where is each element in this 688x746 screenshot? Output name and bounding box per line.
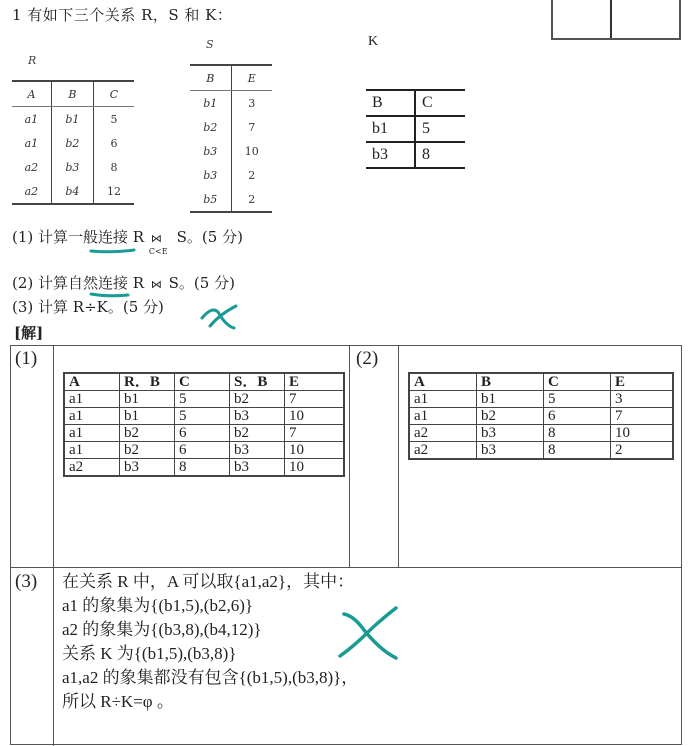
table-cell: 5 <box>93 107 134 132</box>
table-header-row <box>64 373 344 391</box>
table-row <box>190 91 272 116</box>
column-header: B <box>477 373 544 391</box>
relation-k-caption: K <box>368 34 379 49</box>
explanation-line: a2 的象集为{(b3,8),(b4,12)} <box>62 620 262 639</box>
table-row <box>409 408 673 425</box>
table-cell: 10 <box>231 139 272 163</box>
table-row <box>190 187 272 212</box>
table-cell: 6 <box>175 442 230 459</box>
column-header: R．B <box>120 373 175 391</box>
cross-mark-icon <box>334 604 406 664</box>
table-cell: b1 <box>120 391 175 408</box>
table-cell: b1 <box>120 408 175 425</box>
table-cell: b3 <box>203 168 218 182</box>
column-header: C <box>175 373 230 391</box>
table-cell: 6 <box>175 425 230 442</box>
table-cell: a1 <box>24 112 39 126</box>
table-cell: a2 <box>24 184 39 198</box>
table-cell: a1 <box>64 391 120 408</box>
explanation-line: 关系 K 为{(b1,5),(b3,8)} <box>62 644 237 663</box>
table-cell: a1 <box>64 442 120 459</box>
table-row <box>190 115 272 139</box>
division-explanation <box>62 570 358 714</box>
table-cell: 8 <box>544 425 611 442</box>
explanation-line: 所以 R÷K=φ 。 <box>62 692 174 711</box>
table-cell: b3 <box>120 459 175 477</box>
table-row <box>12 179 134 204</box>
table-cell: b3 <box>230 459 285 477</box>
table-cell: 12 <box>93 179 134 204</box>
table-row <box>12 155 134 179</box>
question-title: 1 有如下三个关系 R，S 和 K： <box>12 6 233 24</box>
column-header: E <box>231 65 272 91</box>
table-cell: 5 <box>175 391 230 408</box>
underline-mark-icon <box>88 246 138 256</box>
table-row <box>64 459 344 477</box>
table-row <box>409 442 673 460</box>
table-cell: b2 <box>230 425 285 442</box>
column-header: C <box>415 90 465 116</box>
table-cell: b1 <box>203 96 218 110</box>
table-row <box>190 139 272 163</box>
table-cell: 2 <box>611 442 674 460</box>
table-row <box>64 442 344 459</box>
table-cell: b3 <box>366 142 415 168</box>
table-cell: 8 <box>544 442 611 460</box>
part2-label: (2) <box>356 348 379 369</box>
table-header-row <box>12 81 134 107</box>
table-header-row <box>366 90 465 116</box>
table-cell: 8 <box>93 155 134 179</box>
explanation-line: 在关系 R 中，A 可以取{a1,a2}，其中： <box>62 572 355 591</box>
question-part-1: (1) 计算一般连接 R ⋈ C<E S。(5 分) <box>12 228 243 256</box>
table-cell: b5 <box>203 192 218 206</box>
column-header: B <box>190 65 231 91</box>
table-cell: b2 <box>230 391 285 408</box>
table-cell: b3 <box>51 155 93 179</box>
question-part-3: (3) 计算 R÷K。(5 分) <box>12 298 164 316</box>
table-cell: 10 <box>285 459 345 477</box>
table-cell: b3 <box>203 144 218 158</box>
column-header: E <box>611 373 674 391</box>
table-cell: 8 <box>175 459 230 477</box>
table-row <box>409 391 673 408</box>
table-cell: 8 <box>415 142 465 168</box>
table-cell: a2 <box>409 425 477 442</box>
table-cell: b2 <box>120 442 175 459</box>
join-operator: ⋈ <box>150 278 162 291</box>
table-cell: a1 <box>24 136 39 150</box>
table-row <box>409 425 673 442</box>
table-cell: a2 <box>409 442 477 460</box>
table-cell: 5 <box>415 116 465 142</box>
table-row <box>64 408 344 425</box>
table-cell: 3 <box>611 391 674 408</box>
table-cell: 7 <box>611 408 674 425</box>
relation-k-table <box>366 89 465 169</box>
table-cell: a1 <box>64 425 120 442</box>
relation-r-caption: R <box>28 54 37 67</box>
table-cell: 6 <box>544 408 611 425</box>
relation-s-caption: S <box>206 38 214 51</box>
table-cell: b4 <box>51 179 93 204</box>
table-cell: 7 <box>285 391 345 408</box>
table-header-row <box>190 65 272 91</box>
natural-join-result-table <box>408 372 674 460</box>
table-row <box>190 163 272 187</box>
table-cell: b2 <box>51 131 93 155</box>
table-row <box>12 131 134 155</box>
solution-label: [解] <box>14 324 44 342</box>
table-row <box>366 142 465 168</box>
table-cell: b3 <box>230 408 285 425</box>
table-cell: a2 <box>24 160 39 174</box>
general-join-result-table <box>63 372 345 477</box>
explanation-line: a1 的象集为{(b1,5),(b2,6)} <box>62 596 254 615</box>
table-row <box>64 391 344 408</box>
table-cell: a1 <box>64 408 120 425</box>
table-cell: 5 <box>175 408 230 425</box>
table-cell: b1 <box>477 391 544 408</box>
table-cell: 2 <box>231 163 272 187</box>
table-cell: b2 <box>203 120 218 134</box>
part3-label: (3) <box>15 571 38 592</box>
column-header: C <box>544 373 611 391</box>
table-cell: b3 <box>477 425 544 442</box>
table-cell: 10 <box>285 408 345 425</box>
table-cell: 7 <box>285 425 345 442</box>
underline-mark-icon <box>88 290 132 300</box>
table-cell: b2 <box>477 408 544 425</box>
table-cell: b2 <box>120 425 175 442</box>
column-header: C <box>93 81 134 107</box>
table-cell: b1 <box>51 107 93 132</box>
column-header: E <box>285 373 345 391</box>
table-cell: 5 <box>544 391 611 408</box>
column-header: A <box>409 373 477 391</box>
table-cell: b1 <box>366 116 415 142</box>
table-cell: a1 <box>409 408 477 425</box>
column-header: A <box>64 373 120 391</box>
table-header-row <box>409 373 673 391</box>
join-condition: C<E <box>148 247 168 256</box>
table-cell: 7 <box>231 115 272 139</box>
part1-label: (1) <box>15 348 38 369</box>
question-part-2: (2) 计算自然连接 R ⋈ S。(5 分) <box>12 274 235 292</box>
table-cell: a1 <box>409 391 477 408</box>
table-cell: b3 <box>230 442 285 459</box>
relation-r-table <box>12 80 134 205</box>
explanation-line: a1,a2 的象集都没有包含{(b1,5),(b3,8)}， <box>62 668 359 687</box>
column-header: S．B <box>230 373 285 391</box>
join-operator: ⋈ <box>150 232 162 245</box>
cross-mark-icon <box>198 300 240 332</box>
table-row <box>64 425 344 442</box>
column-header: B <box>51 81 93 107</box>
table-row <box>366 116 465 142</box>
table-cell: b3 <box>477 442 544 460</box>
table-cell: 6 <box>93 131 134 155</box>
relation-s-table <box>190 64 272 213</box>
corner-box-fragment <box>551 0 681 40</box>
table-cell: 3 <box>231 91 272 116</box>
column-header: B <box>366 90 415 116</box>
table-cell: a2 <box>64 459 120 477</box>
column-header: A <box>12 81 51 107</box>
table-cell: 10 <box>611 425 674 442</box>
table-cell: 2 <box>231 187 272 212</box>
table-row <box>12 107 134 132</box>
table-cell: 10 <box>285 442 345 459</box>
